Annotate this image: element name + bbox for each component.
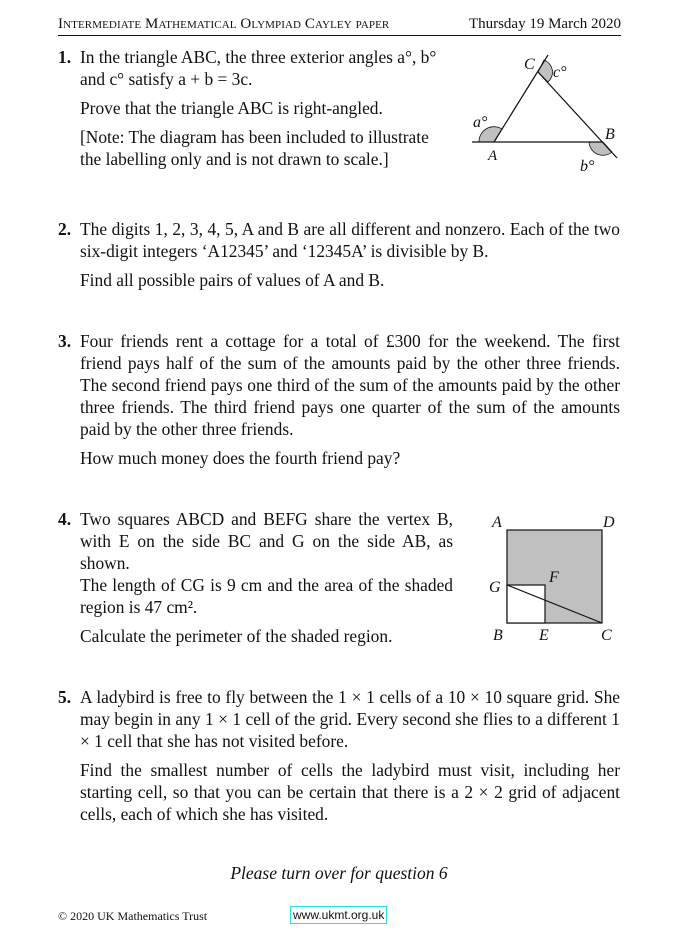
question-number: 4. [58, 509, 72, 529]
question-text: Calculate the perimeter of the shaded region. [80, 626, 393, 646]
label-B: B [493, 627, 503, 644]
question-text: How much money does the fourth friend pay? [80, 448, 401, 468]
question-number: 5. [58, 687, 72, 707]
paper-title: Intermediate Mathematical Olympiad Cayley paper [58, 16, 390, 32]
question-3 [58, 330, 620, 469]
question-text: Find all possible pairs of values of A and B. [80, 270, 385, 290]
question-5 [58, 686, 620, 825]
squares-diagram [480, 510, 630, 645]
label-E: E [539, 627, 549, 644]
page-header [58, 11, 621, 36]
question-text: Prove that the triangle ABC is right-angled. [80, 98, 383, 118]
angle-c-shade [538, 60, 552, 82]
label-B: B [605, 126, 615, 143]
label-a-angle: a° [473, 114, 488, 131]
label-D: D [603, 514, 615, 531]
ukmt-website-link[interactable]: www.ukmt.org.uk [290, 906, 387, 924]
triangle-diagram [460, 45, 640, 180]
question-text: The digits 1, 2, 3, 4, 5, A and B are all different and nonzero. Each of the two six-digit integers ‘A12345’ and ‘12345A’ is divisible by B. [80, 219, 620, 261]
label-C: C [601, 627, 612, 644]
copyright-text: © 2020 UK Mathematics Trust [58, 909, 208, 923]
question-text: Find the smallest number of cells the ladybird must visit, including her starting cell, so that you can be certain that there is a 2 × 2 grid of adjacent cells, each of which she has visited. [80, 760, 620, 824]
label-G: G [489, 579, 501, 596]
question-text: Two squares ABCD and BEFG share the vertex B, with E on the side BC and G on the side AB, as shown. [80, 509, 453, 573]
turn-over-note: Please turn over for question 6 [230, 863, 448, 883]
label-b-angle: b° [580, 158, 595, 175]
question-number: 3. [58, 331, 72, 351]
question-text: Four friends rent a cottage for a total of £300 for the weekend. The first friend pays half of the sum of the amounts paid by the other three friends. The second friend pays one third of the sum of the amounts paid by the other three friends. The third friend pays one quarter of the sum of the amounts paid by the other three friends. [80, 331, 620, 439]
question-1 [58, 46, 443, 170]
question-number: 1. [58, 47, 72, 67]
question-4 [58, 508, 453, 647]
label-F: F [549, 569, 559, 586]
question-text: In the triangle ABC, the three exterior angles a°, b° and c° satisfy a + b = 3c. [80, 47, 437, 89]
label-A: A [488, 148, 498, 164]
label-c-angle: c° [553, 64, 567, 81]
question-text: A ladybird is free to fly between the 1 × 1 cells of a 10 × 10 square grid. She may begin in any 1 × 1 cell of the grid. Every second she flies to a different 1 × 1 cell that she has not visited before. [80, 687, 620, 751]
question-note: [Note: The diagram has been included to illustrate the labelling only and is not drawn to scale.] [80, 127, 429, 169]
label-A: A [492, 514, 502, 531]
question-number: 2. [58, 219, 72, 239]
label-C: C [524, 56, 535, 73]
paper-date: Thursday 19 March 2020 [468, 16, 621, 32]
question-2 [58, 218, 620, 291]
question-text: The length of CG is 9 cm and the area of the shaded region is 47 cm². [80, 575, 453, 617]
